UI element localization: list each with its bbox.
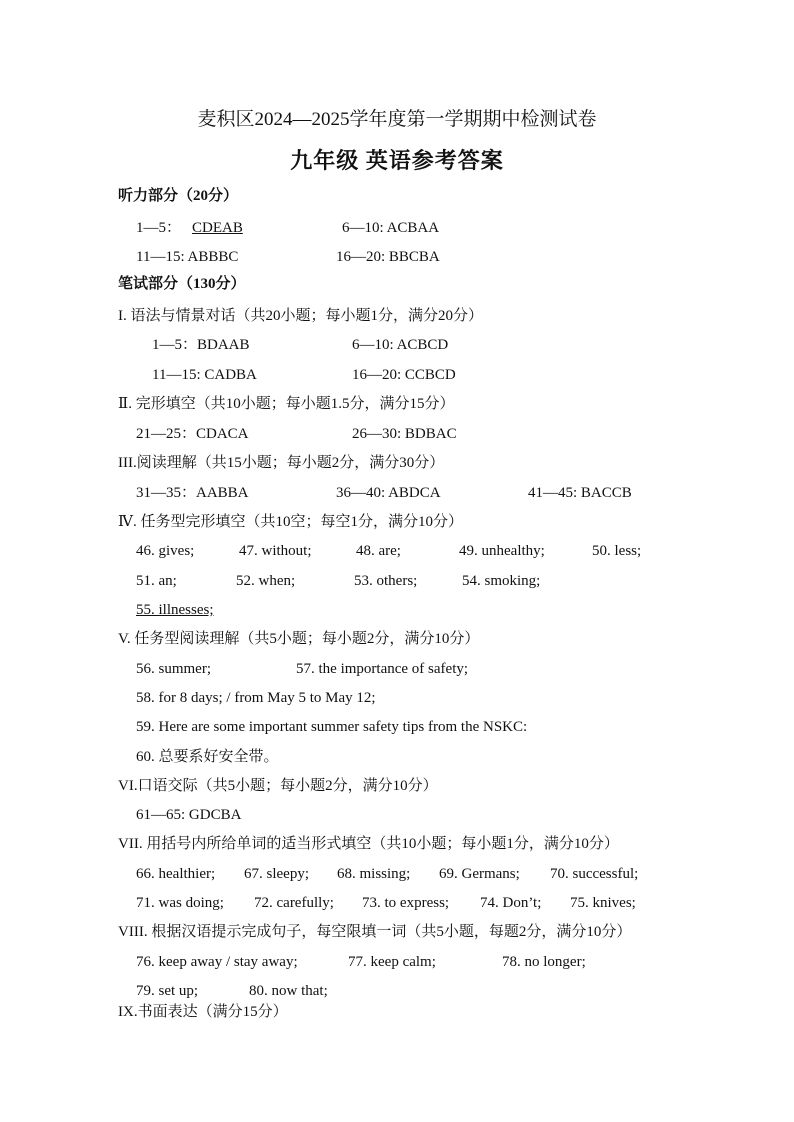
exam-title: 麦积区2024—2025学年度第一学期期中检测试卷: [197, 109, 597, 130]
section-3-answer-36-40: 36—40: ABDCA: [336, 485, 441, 501]
answer-77: 77. keep calm;: [348, 954, 436, 970]
answer-48: 48. are;: [356, 543, 401, 559]
answer-78: 78. no longer;: [502, 954, 586, 970]
section-9-heading: IX.书面表达（满分15分）: [118, 1004, 288, 1020]
answer-75: 75. knives;: [570, 895, 636, 911]
answer-67: 67. sleepy;: [244, 866, 309, 882]
answer-55: 55. illnesses;: [136, 602, 214, 618]
answer-70: 70. successful;: [550, 866, 639, 882]
answer-52: 52. when;: [236, 573, 296, 589]
section-1-answer-6-10: 6—10: ACBCD: [352, 337, 449, 353]
answer-76: 76. keep away / stay away;: [136, 954, 298, 970]
answer-71: 71. was doing;: [136, 895, 224, 911]
answer-59: 59. Here are some important summer safety tips from the NSKC:: [136, 719, 528, 735]
answer-key-subtitle: 九年级 英语参考答案: [290, 148, 504, 173]
section-6-heading: VI.口语交际（共5小题；每小题2分，满分10分）: [118, 778, 438, 794]
answer-1-5-label: 1—5：: [136, 220, 182, 236]
answer-66: 66. healthier;: [136, 866, 216, 882]
answer-16-20: 16—20: BBCBA: [336, 249, 440, 265]
answer-49: 49. unhealthy;: [459, 543, 545, 559]
section-1-heading: I. 语法与情景对话（共20小题；每小题1分，满分20分）: [118, 308, 483, 324]
answer-54: 54. smoking;: [462, 573, 541, 589]
answer-58: 58. for 8 days; / from May 5 to May 12;: [136, 690, 376, 706]
answer-80: 80. now that;: [249, 983, 328, 999]
answer-47: 47. without;: [239, 543, 312, 559]
section-4-heading: Ⅳ. 任务型完形填空（共10空；每空1分，满分10分）: [118, 514, 463, 530]
section-5-heading: V. 任务型阅读理解（共5小题；每小题2分，满分10分）: [118, 631, 480, 647]
section-3-answer-31-35: 31—35：AABBA: [136, 485, 249, 501]
answer-72: 72. carefully;: [254, 895, 334, 911]
section-7-heading: VII. 用括号内所给单词的适当形式填空（共10小题；每小题1分，满分10分）: [118, 836, 619, 852]
section-2-answer-26-30: 26—30: BDBAC: [352, 426, 457, 442]
answer-1-5-value: CDEAB: [192, 220, 243, 236]
answer-46: 46. gives;: [136, 543, 195, 559]
written-heading: 笔试部分（130分）: [118, 276, 246, 292]
answer-11-15: 11—15: ABBBC: [136, 249, 239, 265]
section-3-heading: III.阅读理解（共15小题；每小题2分，满分30分）: [118, 455, 445, 471]
section-6-answer-61-65: 61—65: GDCBA: [136, 807, 242, 823]
answer-56: 56. summer;: [136, 661, 211, 677]
section-2-heading: Ⅱ. 完形填空（共10小题；每小题1.5分，满分15分）: [118, 396, 455, 412]
answer-57: 57. the importance of safety;: [296, 661, 469, 677]
listening-heading: 听力部分（20分）: [118, 188, 239, 204]
section-1-answer-16-20: 16—20: CCBCD: [352, 367, 456, 383]
answer-50: 50. less;: [592, 543, 642, 559]
answer-6-10: 6—10: ACBAA: [342, 220, 440, 236]
answer-68: 68. missing;: [337, 866, 411, 882]
answer-79: 79. set up;: [136, 983, 199, 999]
answer-51: 51. an;: [136, 573, 177, 589]
answer-60: 60. 总要系好安全带。: [136, 749, 279, 765]
section-2-answer-21-25: 21—25：CDACA: [136, 426, 249, 442]
answer-74: 74. Don’t;: [480, 895, 542, 911]
answer-53: 53. others;: [354, 573, 418, 589]
section-3-answer-41-45: 41—45: BACCB: [528, 485, 632, 501]
answer-73: 73. to express;: [362, 895, 450, 911]
section-8-heading: VIII. 根据汉语提示完成句子，每空限填一词（共5小题，每题2分，满分10分）: [118, 924, 632, 940]
section-1-answer-1-5: 1—5：BDAAB: [152, 337, 250, 353]
section-1-answer-11-15: 11—15: CADBA: [152, 367, 257, 383]
answer-69: 69. Germans;: [439, 866, 520, 882]
